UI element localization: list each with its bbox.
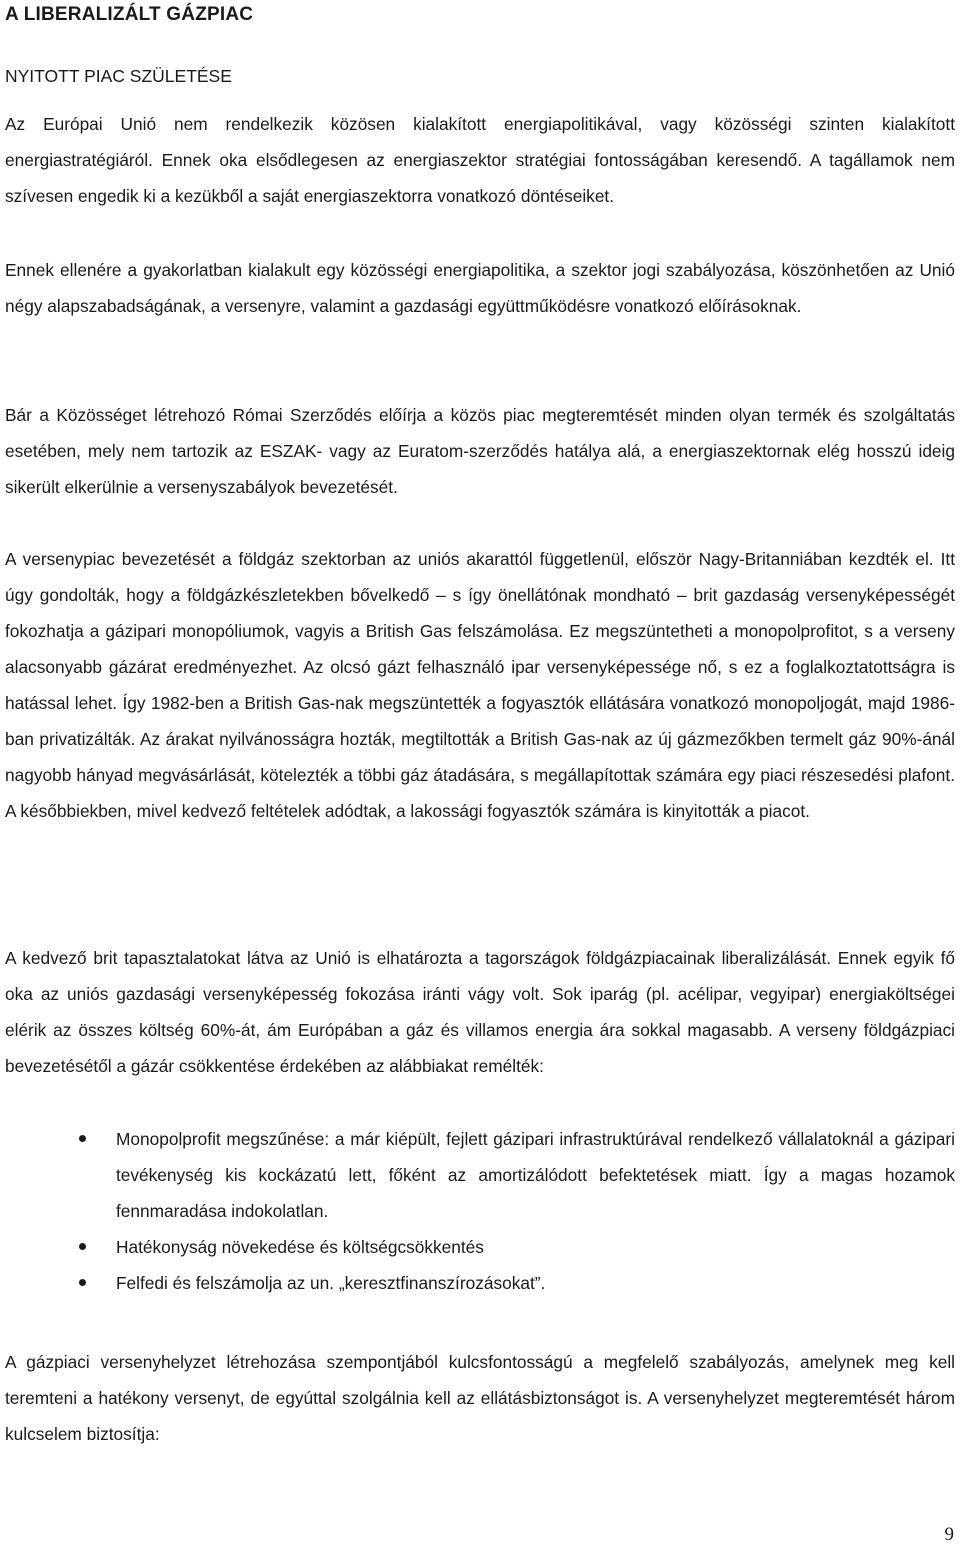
- paragraph-british-market: A versenypiac bevezetését a földgáz szektorban az uniós akarattól függetlenül, először Nagy-Britanniában kezdték el. Itt úgy gondolták, hogy a földgázkészletekben bővelkedő – s így önellátónak mondható – brit gazdaság versenyképességét fokozhatja a gázipari monopóliumok, vagyis a British Gas felszámolása. Ez megszüntetheti a monopolprofitot, s a verseny alacsonyabb gázárat eredményezhet. Az olcsó gázt felhasználó ipar versenyképessége nő, s ez a foglalkoztatottságra is hatással lehet. Így 1982-ben a British Gas-nak megszüntették a fogyasztók ellátására vonatkozó monopoljogát, majd 1986-ban privatizálták. Az árakat nyilvánosságra hozták, megtiltották a British Gas-nak az új gázmezőkben termelt gáz 90%-ánál nagyobb hányad megvásárlását, kötelezték a többi gáz átadására, s megállapítottak számára egy piaci részesedési plafont. A későbbiekben, mivel kedvező feltételek adódtak, a lakossági fogyasztók számára is kinyitották a piacot.: [5, 549, 955, 821]
- list-item: [5, 1265, 955, 1301]
- bullet-icon: [79, 1135, 86, 1142]
- paragraph-eu-liberalization: A kedvező brit tapasztalatokat látva az Unió is elhatározta a tagországok földgázpiacainak liberalizálását. Ennek egyik fő oka az uniós gazdasági versenyképesség fokozása iránti vágy volt. Sok iparág (pl. acélipar, vegyipar) energiaköltségei elérik az összes költség 60%-át, ám Európában a gáz és villamos energia ára sokkal magasabb. A verseny földgázpiaci bevezetésétől a gázár csökkentése érdekében az alábbiakat remélték:: [5, 948, 955, 1076]
- list-item: [5, 1229, 955, 1265]
- paragraph-energy-policy: Az Európai Unió nem rendelkezik közösen kialakított energiapolitikával, vagy közösségi szinten kialakított energiastratégiáról. Ennek oka elsődlegesen az energiaszektor stratégiai fontosságában keresendő. A tagállamok nem szívesen engedik ki a kezükből a saját energiaszektorra vonatkozó döntéseiket.: [5, 114, 955, 206]
- list-item-text: Monopolprofit megszűnése: a már kiépült, fejlett gázipari infrastruktúrával rendelkező vállalatoknál a gázipari tevékenység kis kockázatú lett, főként az amortizálódott befektetések miatt. Így a magas hozamok fennmaradása indokolatlan.: [116, 1129, 955, 1221]
- list-item-text: Felfedi és felszámolja az un. „keresztfinanszírozásokat”.: [116, 1273, 546, 1293]
- bullet-icon: [79, 1243, 86, 1250]
- expectations-list: [5, 1121, 955, 1301]
- paragraph-treaty-of-rome: Bár a Közösséget létrehozó Római Szerződés előírja a közös piac megteremtését minden olyan termék és szolgáltatás esetében, mely nem tartozik az ESZAK- vagy az Euratom-szerződés hatálya alá, a energiaszektornak elég hosszú ideig sikerült elkerülnie a versenyszabályok bevezetését.: [5, 405, 955, 497]
- list-item-text: Hatékonyság növekedése és költségcsökkentés: [116, 1237, 484, 1257]
- bullet-icon: [79, 1279, 86, 1286]
- page-number: 9: [944, 1524, 954, 1545]
- section-subtitle: NYITOTT PIAC SZÜLETÉSE: [5, 66, 232, 86]
- document-title: A LIBERALIZÁLT GÁZPIAC: [5, 4, 254, 25]
- paragraph-common-policy: Ennek ellenére a gyakorlatban kialakult egy közösségi energiapolitika, a szektor jogi szabályozása, köszönhetően az Unió négy alapszabadságának, a versenyre, valamint a gazdasági együttműködésre vonatkozó előírásoknak.: [5, 260, 955, 316]
- list-item: [5, 1121, 955, 1229]
- paragraph-regulation: A gázpiaci versenyhelyzet létrehozása szempontjából kulcsfontosságú a megfelelő szabályozás, amelynek meg kell teremteni a hatékony versenyt, de egyúttal szolgálnia kell az ellátásbiztonságot is. A versenyhelyzet megteremtését három kulcselem biztosítja:: [5, 1352, 955, 1444]
